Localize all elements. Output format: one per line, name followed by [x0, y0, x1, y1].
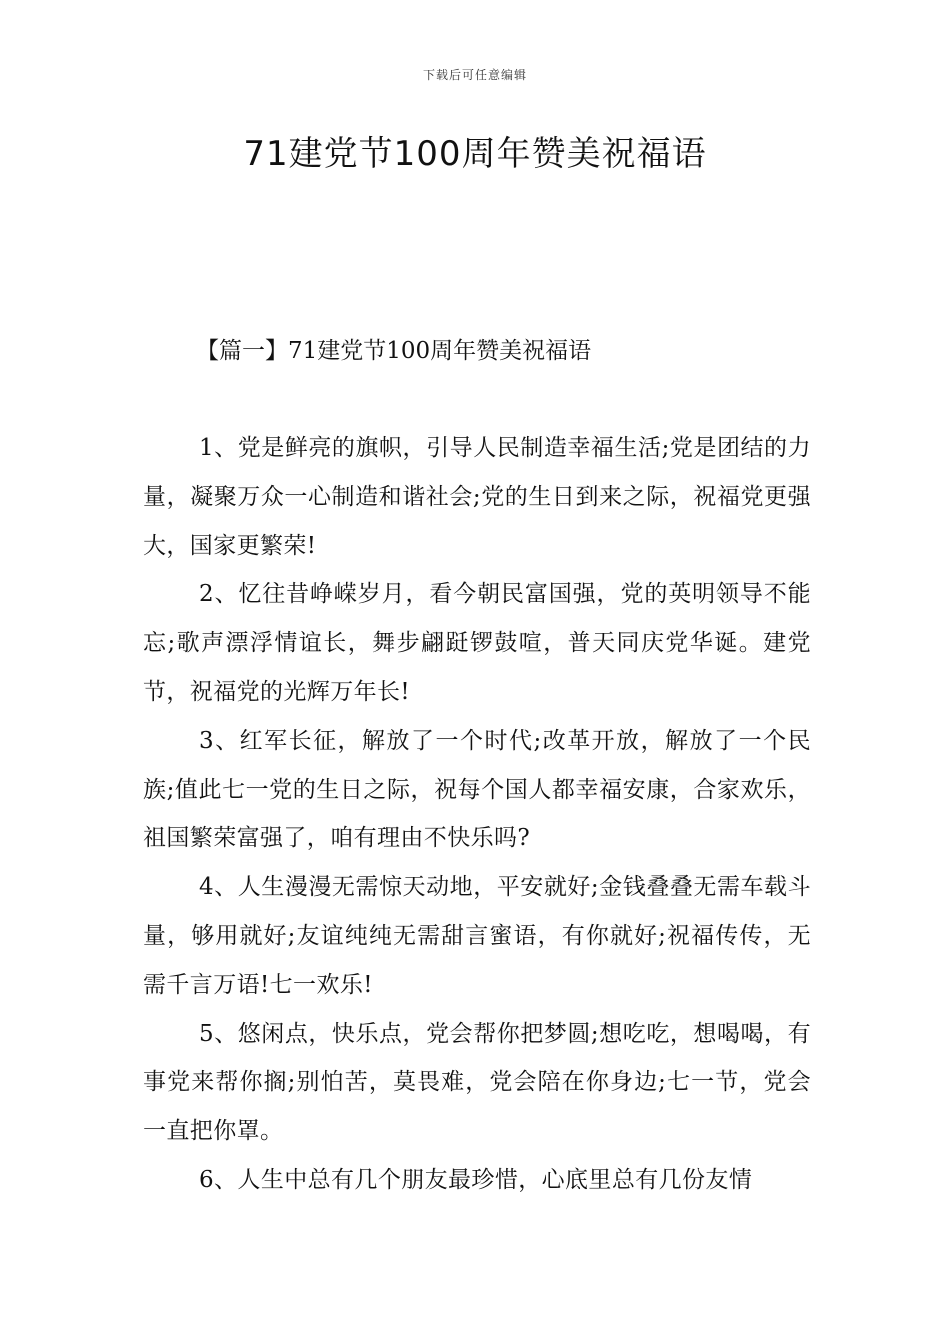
section-heading: 【篇一】71建党节100周年赞美祝福语	[196, 338, 592, 364]
paragraph: 5、悠闲点，快乐点，党会帮你把梦圆;想吃吃，想喝喝，有事党来帮你搁;别怕苦，莫畏难，党会陪在你身边;七一节，党会一直把你罩。	[143, 1020, 811, 1145]
paragraph: 2、忆往昔峥嵘岁月，看今朝民富国强，党的英明领导不能忘;歌声漂浮情谊长，舞步翩跹锣鼓喧，普天同庆党华诞。建党节，祝福党的光辉万年长!	[143, 581, 811, 705]
document-title: 71建党节100周年赞美祝福语	[243, 134, 707, 174]
paragraph: 3、红军长征，解放了一个时代;改革开放，解放了一个民族;值此七一党的生日之际，祝每个国人都幸福安康，合家欢乐，祖国繁荣富强了，咱有理由不快乐吗?	[143, 727, 811, 852]
header-note: 下载后可任意编辑	[422, 68, 527, 82]
paragraph: 6、人生中总有几个朋友最珍惜，心底里总有几份友情	[199, 1166, 753, 1193]
body-text	[143, 424, 811, 1205]
paragraph: 1、党是鲜亮的旗帜，引导人民制造幸福生活;党是团结的力量，凝聚万众一心制造和谐社会;党的生日到来之际，祝福党更强大，国家更繁荣!	[143, 435, 811, 559]
paragraph: 4、人生漫漫无需惊天动地，平安就好;金钱叠叠无需车载斗量，够用就好;友谊纯纯无需甜言蜜语，有你就好;祝福传传，无需千言万语!七一欢乐!	[143, 874, 811, 998]
